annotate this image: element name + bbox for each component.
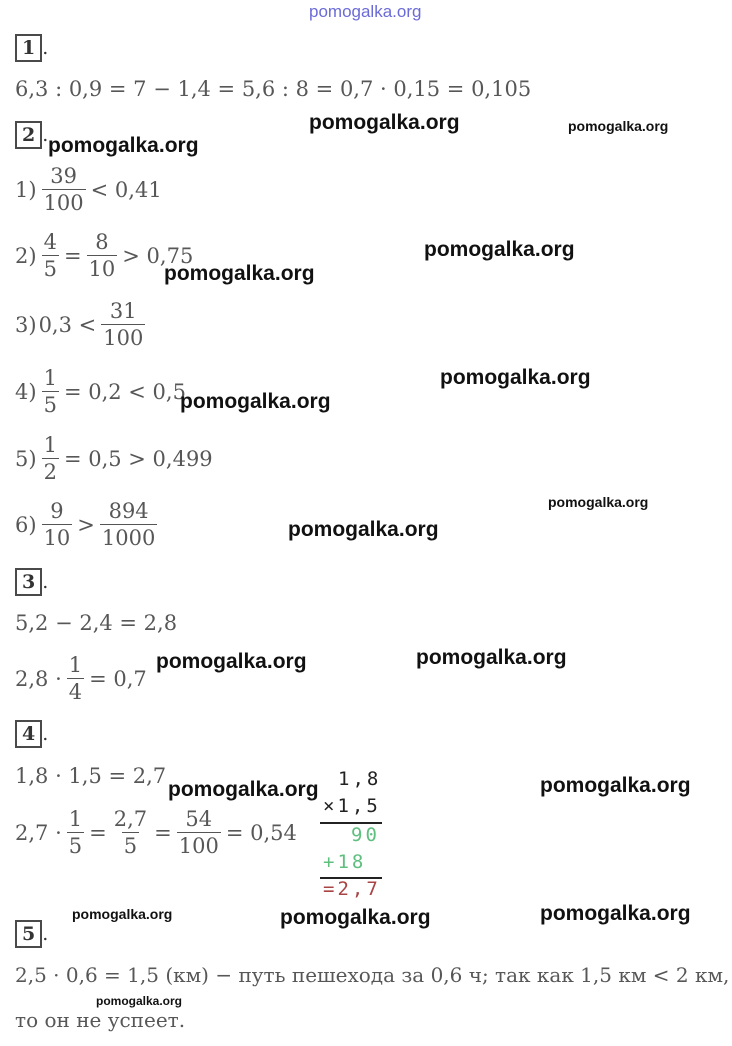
watermark: pomogalka.org bbox=[568, 118, 669, 134]
task-5-line-2: то он не успеет. bbox=[15, 1008, 186, 1032]
task-3-line-2: 2,8 · $\frac{1}{4}$ = 0,7 bbox=[15, 653, 147, 704]
task-4-line-2: 2,7 · $\frac{1}{5}$ = $\frac{2,7}{5}$ = $\frac{54}{100}$ = 0,54 bbox=[15, 807, 297, 858]
task-2-number: 2 . bbox=[15, 121, 48, 149]
task-2-item-4: 4) $\frac{1}{5}$ = 0,2 < 0,5 bbox=[15, 366, 186, 417]
task-3-line-1: 5,2 − 2,4 = 2,8 bbox=[15, 611, 178, 635]
watermark: pomogalka.org bbox=[48, 134, 199, 157]
task-2-item-3: 3) 0,3 < $\frac{31}{100}$ bbox=[15, 299, 144, 350]
task-5-number: 5 . bbox=[15, 920, 48, 948]
task-2-item-1: 1) $\frac{39}{100}$ < 0,41 bbox=[15, 164, 162, 215]
task-4-line-1: 1,8 · 1,5 = 2,7 bbox=[15, 764, 167, 788]
column-row-4: +18 bbox=[323, 851, 367, 873]
watermark: pomogalka.org bbox=[424, 238, 575, 261]
task-1-number: 1 . bbox=[15, 34, 48, 62]
watermark: pomogalka.org bbox=[96, 994, 183, 1008]
watermark: pomogalka.org bbox=[288, 518, 439, 541]
column-row-3: 90 bbox=[351, 824, 380, 846]
watermark: pomogalka.org bbox=[309, 111, 460, 134]
watermark: pomogalka.org bbox=[548, 494, 649, 510]
watermark: pomogalka.org bbox=[164, 262, 315, 285]
watermark: pomogalka.org bbox=[72, 906, 173, 922]
watermark: pomogalka.org bbox=[280, 906, 431, 929]
task-5-line-1: 2,5 · 0,6 = 1,5 (км) − путь пешехода за 0,6 ч; так как 1,5 км < 2 км, bbox=[15, 963, 730, 987]
watermark: pomogalka.org bbox=[309, 2, 422, 21]
watermark: pomogalka.org bbox=[540, 902, 691, 925]
task-2-item-5: 5) $\frac{1}{2}$ = 0,5 > 0,499 bbox=[15, 433, 213, 484]
task-2-item-2: 2) $\frac{4}{5}$ = $\frac{8}{10}$ > 0,75 bbox=[15, 230, 194, 281]
task-4-number: 4 . bbox=[15, 720, 48, 748]
watermark: pomogalka.org bbox=[180, 390, 331, 413]
task-3-number: 3 . bbox=[15, 568, 48, 596]
watermark: pomogalka.org bbox=[416, 646, 567, 669]
task-1-expression: 6,3 : 0,9 = 7 − 1,4 = 5,6 : 8 = 0,7 · 0,15 = 0,105 bbox=[15, 77, 532, 101]
task-2-item-6: 6) $\frac{9}{10}$ > $\frac{894}{1000}$ bbox=[15, 499, 156, 550]
watermark: pomogalka.org bbox=[168, 778, 319, 801]
column-row-1: 1,8 bbox=[338, 768, 382, 790]
column-row-5: =2,7 bbox=[323, 878, 381, 900]
watermark: pomogalka.org bbox=[156, 650, 307, 673]
watermark: pomogalka.org bbox=[540, 774, 691, 797]
watermark: pomogalka.org bbox=[440, 366, 591, 389]
column-row-2: ×1,5 bbox=[323, 795, 381, 817]
